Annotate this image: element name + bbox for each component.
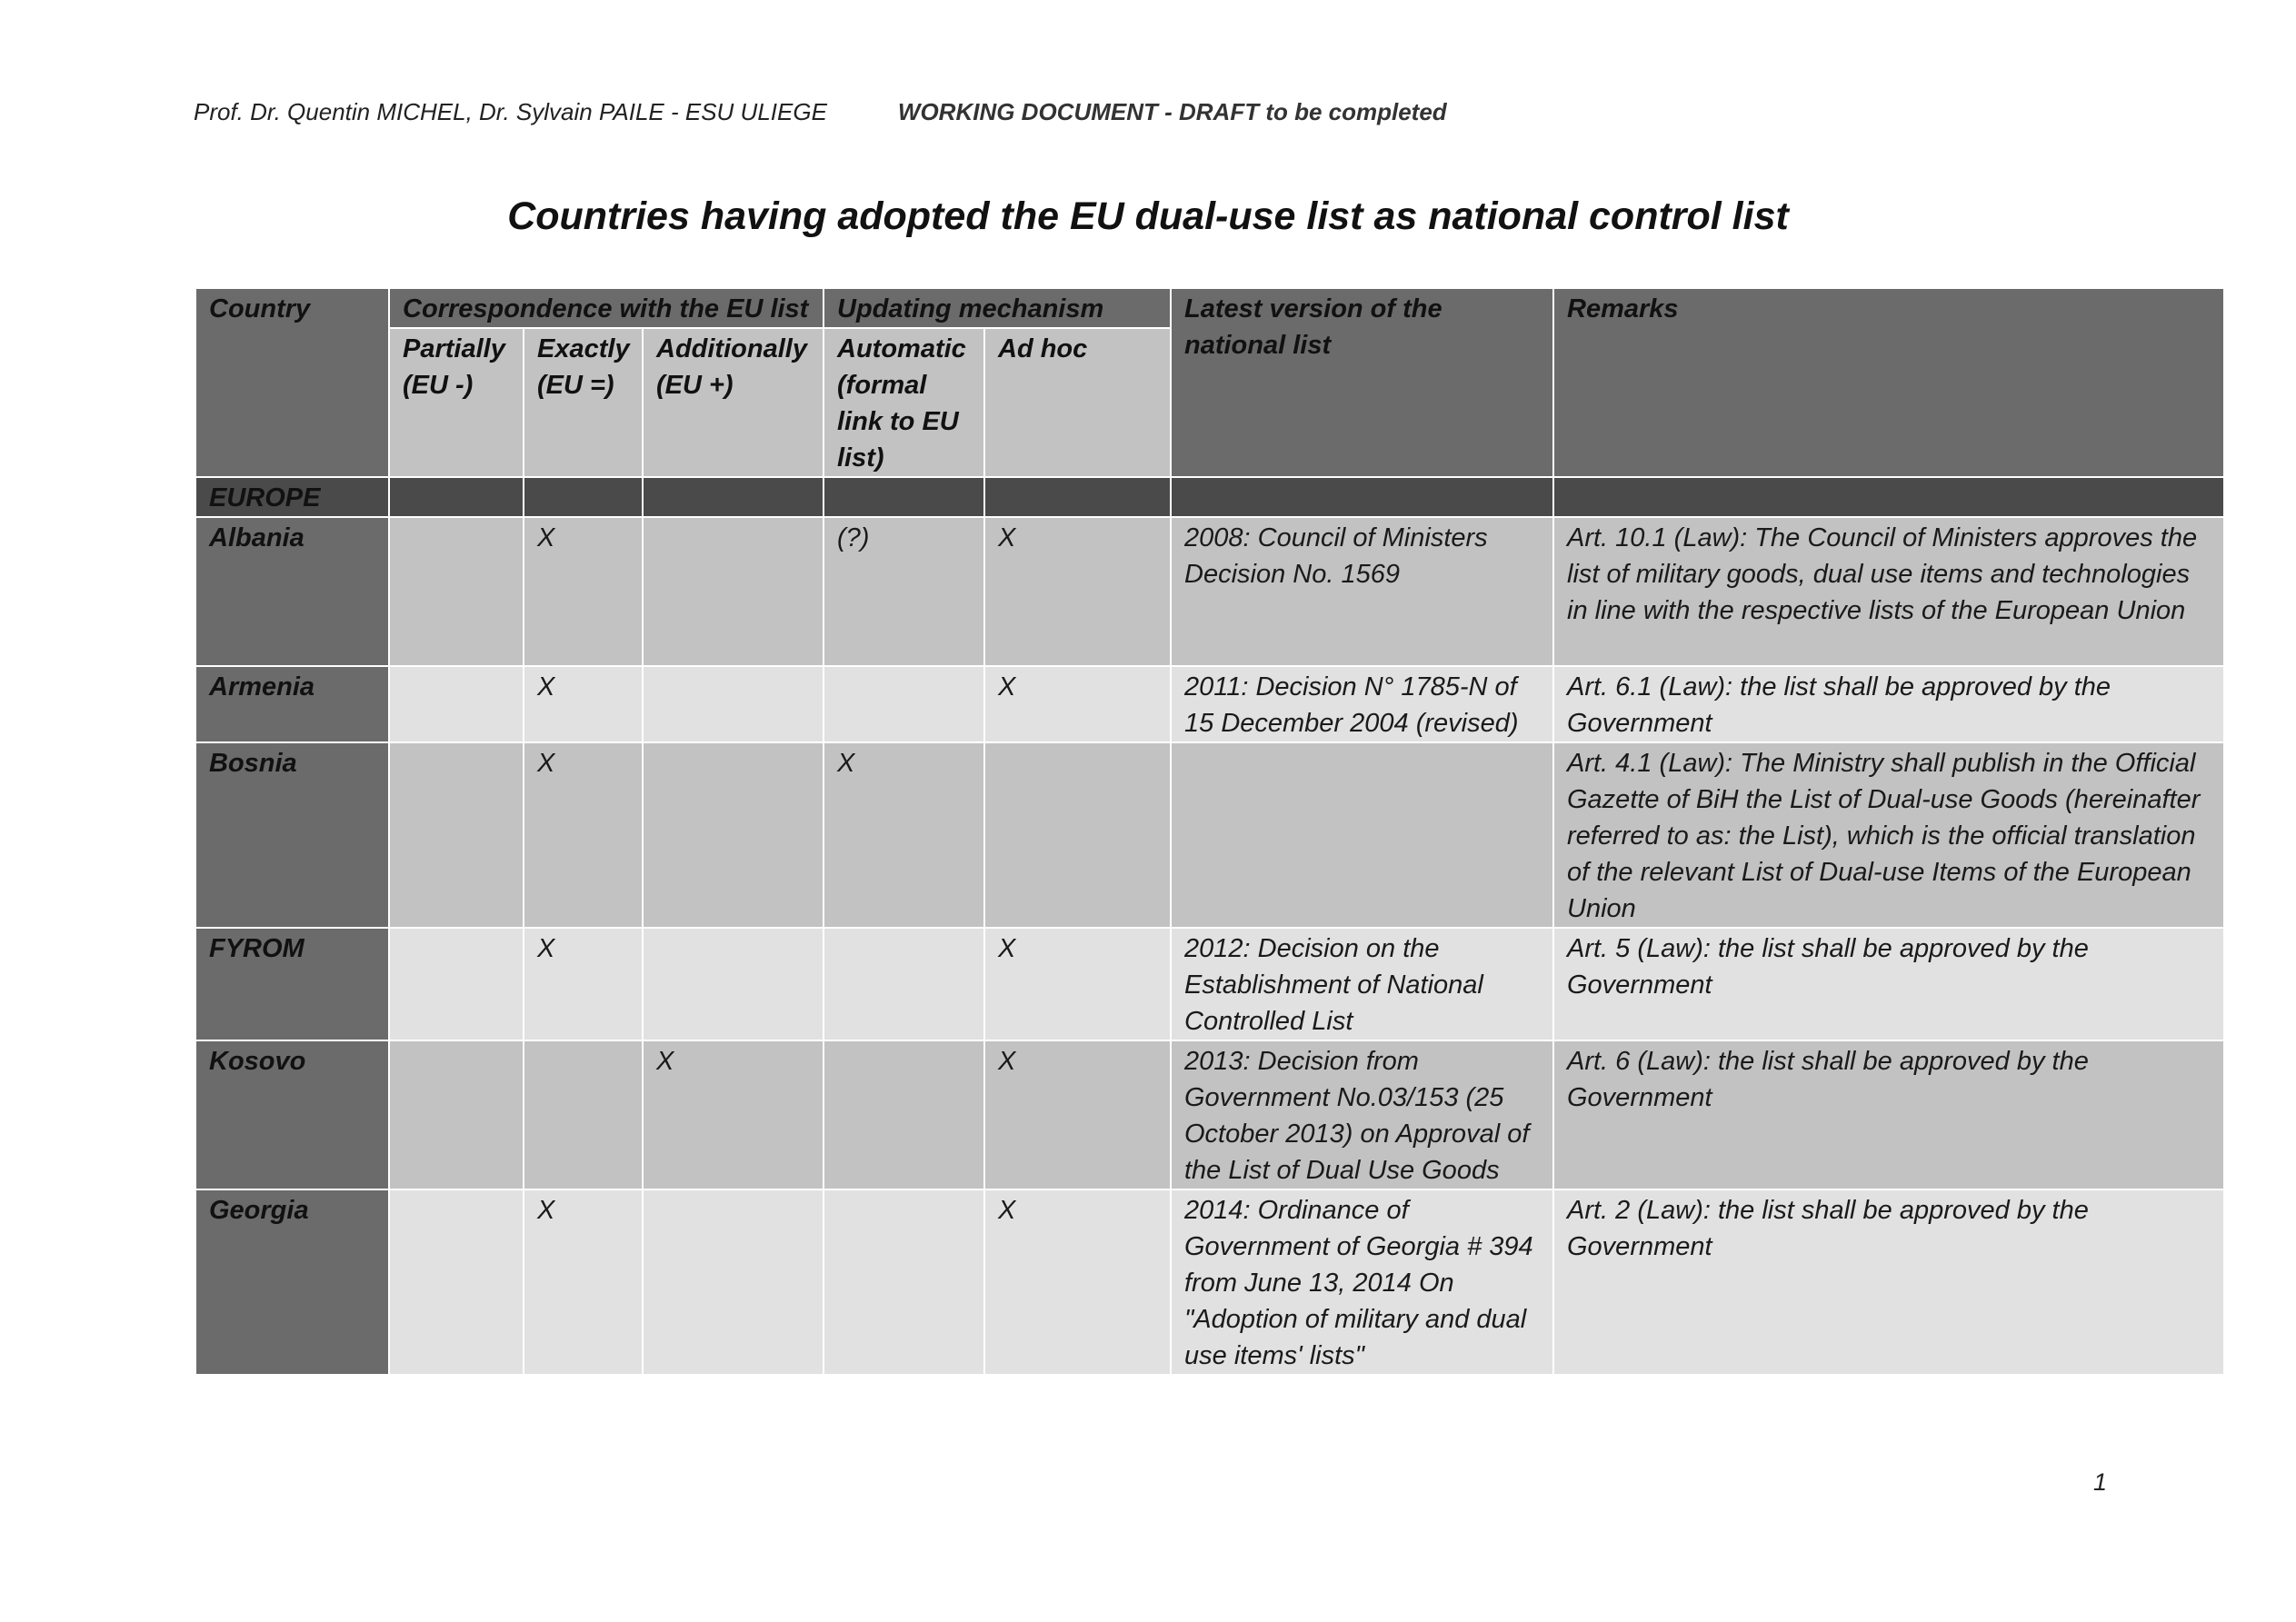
automatic-cell [824,1040,984,1189]
additionally-cell [643,928,824,1040]
table-row-bosnia [195,742,2224,928]
partially-cell [389,742,524,928]
header-exactly: Exactly (EU =) [524,328,643,477]
country-cell: Georgia [195,1189,389,1375]
section-cell [824,477,984,517]
latest-version-cell: 2013: Decision from Government No.03/153 (25 October 2013) on Approval of the List of Dual Use Goods [1171,1040,1553,1189]
header-updating: Updating mechanism [824,288,1171,328]
partially-cell [389,928,524,1040]
additionally-cell: X [643,1040,824,1189]
partially-cell [389,666,524,742]
additionally-cell [643,666,824,742]
remarks-cell: Art. 4.1 (Law): The Ministry shall publish in the Official Gazette of BiH the List of Dual-use Goods (hereinafter referred to as: the List), which is the official translation of the relevant List of Dual-use Items of the European Union [1553,742,2224,928]
authors-text: Prof. Dr. Quentin MICHEL, Dr. Sylvain PAILE - ESU ULIEGE [194,98,827,125]
latest-version-cell: 2014: Ordinance of Government of Georgia # 394 from June 13, 2014 On "Adoption of military and dual use items' lists" [1171,1189,1553,1375]
adhoc-cell: X [984,1040,1171,1189]
automatic-cell [824,928,984,1040]
country-cell: Albania [195,517,389,666]
remarks-cell: Art. 10.1 (Law): The Council of Ministers approves the list of military goods, dual use items and technologies in line with the respective lists of the European Union [1553,517,2224,666]
section-label: EUROPE [195,477,389,517]
country-cell: Bosnia [195,742,389,928]
exactly-cell: X [524,666,643,742]
additionally-cell [643,517,824,666]
partially-cell [389,1040,524,1189]
section-row-europe [195,477,2224,517]
adhoc-cell: X [984,1189,1171,1375]
exactly-cell [524,1040,643,1189]
page-number: 1 [2093,1468,2108,1496]
latest-version-cell: 2008: Council of Ministers Decision No. 1569 [1171,517,1553,666]
exactly-cell: X [524,1189,643,1375]
latest-version-cell: 2011: Decision N° 1785-N of 15 December 2004 (revised) [1171,666,1553,742]
header-adhoc: Ad hoc [984,328,1171,477]
additionally-cell [643,742,824,928]
countries-table [195,287,2225,1376]
page-title: Countries having adopted the EU dual-use list as national control list [507,194,1789,238]
partially-cell [389,517,524,666]
remarks-cell: Art. 5 (Law): the list shall be approved by the Government [1553,928,2224,1040]
table-row-kosovo [195,1040,2224,1189]
adhoc-cell: X [984,517,1171,666]
country-cell: Kosovo [195,1040,389,1189]
adhoc-cell [984,742,1171,928]
adhoc-cell: X [984,928,1171,1040]
draft-status: WORKING DOCUMENT - DRAFT to be completed [897,98,1447,125]
exactly-cell: X [524,517,643,666]
header-automatic: Automatic (formal link to EU list) [824,328,984,477]
table-row-fyrom [195,928,2224,1040]
section-cell [524,477,643,517]
country-cell: FYROM [195,928,389,1040]
section-cell [1553,477,2224,517]
automatic-cell: X [824,742,984,928]
table-row-armenia [195,666,2224,742]
automatic-cell [824,1189,984,1375]
latest-version-cell: 2012: Decision on the Establishment of National Controlled List [1171,928,1553,1040]
section-cell [389,477,524,517]
header-country: Country [195,288,389,477]
header-remarks: Remarks [1553,288,2224,477]
header-latest-version: Latest version of the national list [1171,288,1553,477]
automatic-cell: (?) [824,517,984,666]
section-cell [984,477,1171,517]
table-row-georgia [195,1189,2224,1375]
header-additionally: Additionally (EU +) [643,328,824,477]
remarks-cell: Art. 6.1 (Law): the list shall be approved by the Government [1553,666,2224,742]
header-partially: Partially (EU -) [389,328,524,477]
exactly-cell: X [524,742,643,928]
country-cell: Armenia [195,666,389,742]
additionally-cell [643,1189,824,1375]
header-correspondence: Correspondence with the EU list [389,288,824,328]
exactly-cell: X [524,928,643,1040]
section-cell [643,477,824,517]
adhoc-cell: X [984,666,1171,742]
automatic-cell [824,666,984,742]
remarks-cell: Art. 2 (Law): the list shall be approved by the Government [1553,1189,2224,1375]
document-header [194,98,1447,126]
remarks-cell: Art. 6 (Law): the list shall be approved by the Government [1553,1040,2224,1189]
table-row-albania [195,517,2224,666]
partially-cell [389,1189,524,1375]
section-cell [1171,477,1553,517]
latest-version-cell [1171,742,1553,928]
